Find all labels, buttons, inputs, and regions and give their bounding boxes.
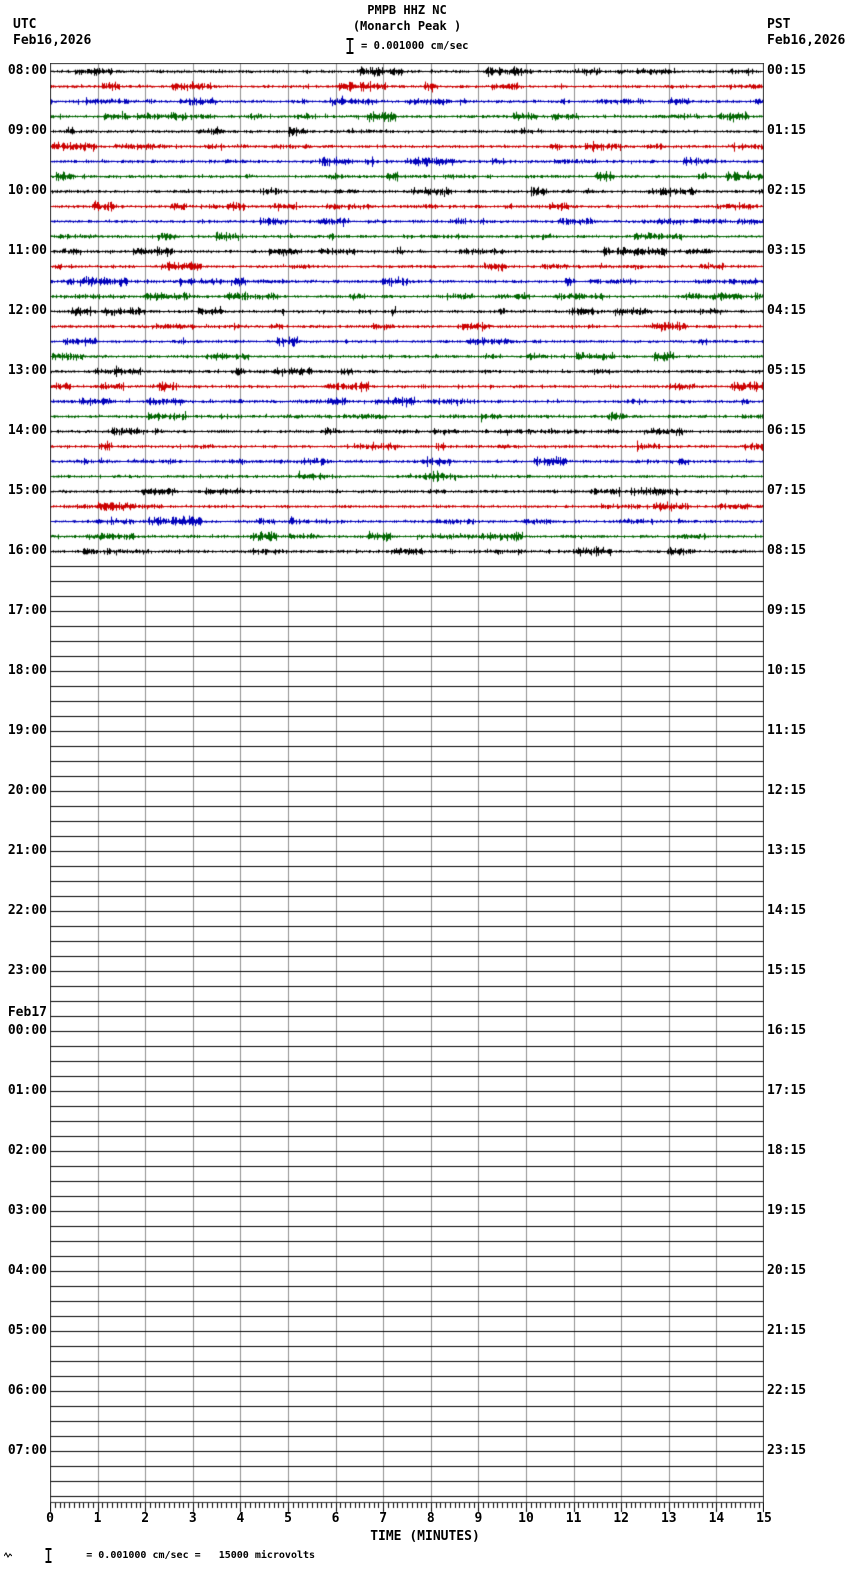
seismogram-canvas[interactable] [50,63,764,1513]
pst-hour-label: 02:15 [767,183,807,198]
x-tick-label: 7 [379,1511,388,1526]
x-tick-label: 2 [141,1511,150,1526]
x-tick-label: 13 [660,1511,677,1526]
pst-hour-label: 14:15 [767,903,807,918]
pst-hour-label: 22:15 [767,1383,807,1398]
x-tick-label: 0 [46,1511,54,1526]
ibeam-scale-icon [346,38,354,54]
pst-hour-label: 21:15 [767,1323,807,1338]
pst-hour-label: 16:15 [767,1023,807,1038]
utc-hour-label: 14:00 [7,423,47,438]
pst-hour-label: 17:15 [767,1083,807,1098]
utc-hour-label: 05:00 [7,1323,47,1338]
pst-hour-label: 12:15 [767,783,807,798]
utc-hour-label: 04:00 [7,1263,47,1278]
left-timezone-block [13,17,91,49]
utc-hour-label: 08:00 [7,63,47,78]
pst-hour-label: 03:15 [767,243,807,258]
pst-hour-label: 08:15 [767,543,807,558]
x-axis-title: TIME (MINUTES) [370,1529,480,1544]
pst-hour-label: 07:15 [767,483,807,498]
wiggle-icon [4,1530,40,1580]
right-timezone-block [767,17,845,49]
pst-hour-label: 06:15 [767,423,807,438]
left-timezone-label: UTC [13,17,37,32]
x-tick-label: 15 [756,1511,772,1526]
utc-hour-label: 02:00 [7,1143,47,1158]
pst-hour-label: 18:15 [767,1143,807,1158]
pst-hour-label: 00:15 [767,63,807,78]
right-timezone-label: PST [767,17,791,32]
x-tick-label: 6 [331,1511,340,1526]
x-tick-label: 14 [708,1511,725,1526]
pst-hour-label: 10:15 [767,663,807,678]
x-tick-label: 11 [565,1511,582,1526]
x-tick-label: 4 [236,1511,245,1526]
amplitude-scale-row [346,37,468,54]
utc-hour-label: 12:00 [7,303,47,318]
seismogram-plot [50,63,764,1517]
utc-hour-label: 17:00 [7,603,47,618]
pst-hour-label: 15:15 [767,963,807,978]
pst-hour-label: 11:15 [767,723,807,738]
utc-hour-label: 07:00 [7,1443,47,1458]
utc-hour-label: 23:00 [7,963,47,978]
utc-hour-label: 00:00 [7,1023,47,1038]
calibration-footer [4,1546,315,1564]
title-block [50,2,764,34]
ibeam-scale-icon [45,1526,81,1584]
utc-hour-label: 15:00 [7,483,47,498]
pst-hour-label: 13:15 [767,843,807,858]
utc-hour-label: 01:00 [7,1083,47,1098]
station-location: (Monarch Peak ) [352,19,462,33]
pst-hour-label: 09:15 [767,603,807,618]
station-title: PMPB HHZ NC [367,3,447,17]
utc-hour-label: 18:00 [7,663,47,678]
pst-hour-label: 04:15 [767,303,807,318]
x-tick-label: 5 [284,1511,292,1526]
pst-hour-label: 19:15 [767,1203,807,1218]
pst-hour-label: 20:15 [767,1263,807,1278]
utc-hour-label: 06:00 [7,1383,47,1398]
x-tick-label: 10 [518,1511,534,1526]
x-tick-label: 3 [188,1511,197,1526]
utc-hour-label: 03:00 [7,1203,47,1218]
utc-hour-label: 10:00 [7,183,47,198]
utc-hour-label: 19:00 [7,723,47,738]
utc-hour-label: 21:00 [7,843,47,858]
amplitude-scale-label: = 0.001000 cm/sec [361,39,469,52]
x-tick-label: 8 [426,1511,435,1526]
utc-hour-label: 20:00 [7,783,47,798]
calibration-note: = 0.001000 cm/sec = 15000 microvolts [86,1549,316,1561]
pst-hour-label: 05:15 [767,363,807,378]
utc-hour-label: 22:00 [7,903,47,918]
x-tick-label: 1 [93,1511,102,1526]
utc-hour-label: 11:00 [7,243,47,258]
utc-hour-label: 16:00 [7,543,47,558]
right-date-label: Feb16,2026 [767,33,846,48]
utc-date-break-label: Feb17 [7,1005,47,1020]
x-tick-label: 12 [613,1511,630,1526]
x-tick-label: 9 [474,1511,483,1526]
utc-hour-label: 09:00 [7,123,47,138]
left-date-label: Feb16,2026 [13,33,92,48]
pst-hour-label: 23:15 [767,1443,807,1458]
pst-hour-label: 01:15 [767,123,807,138]
utc-hour-label: 13:00 [7,363,47,378]
